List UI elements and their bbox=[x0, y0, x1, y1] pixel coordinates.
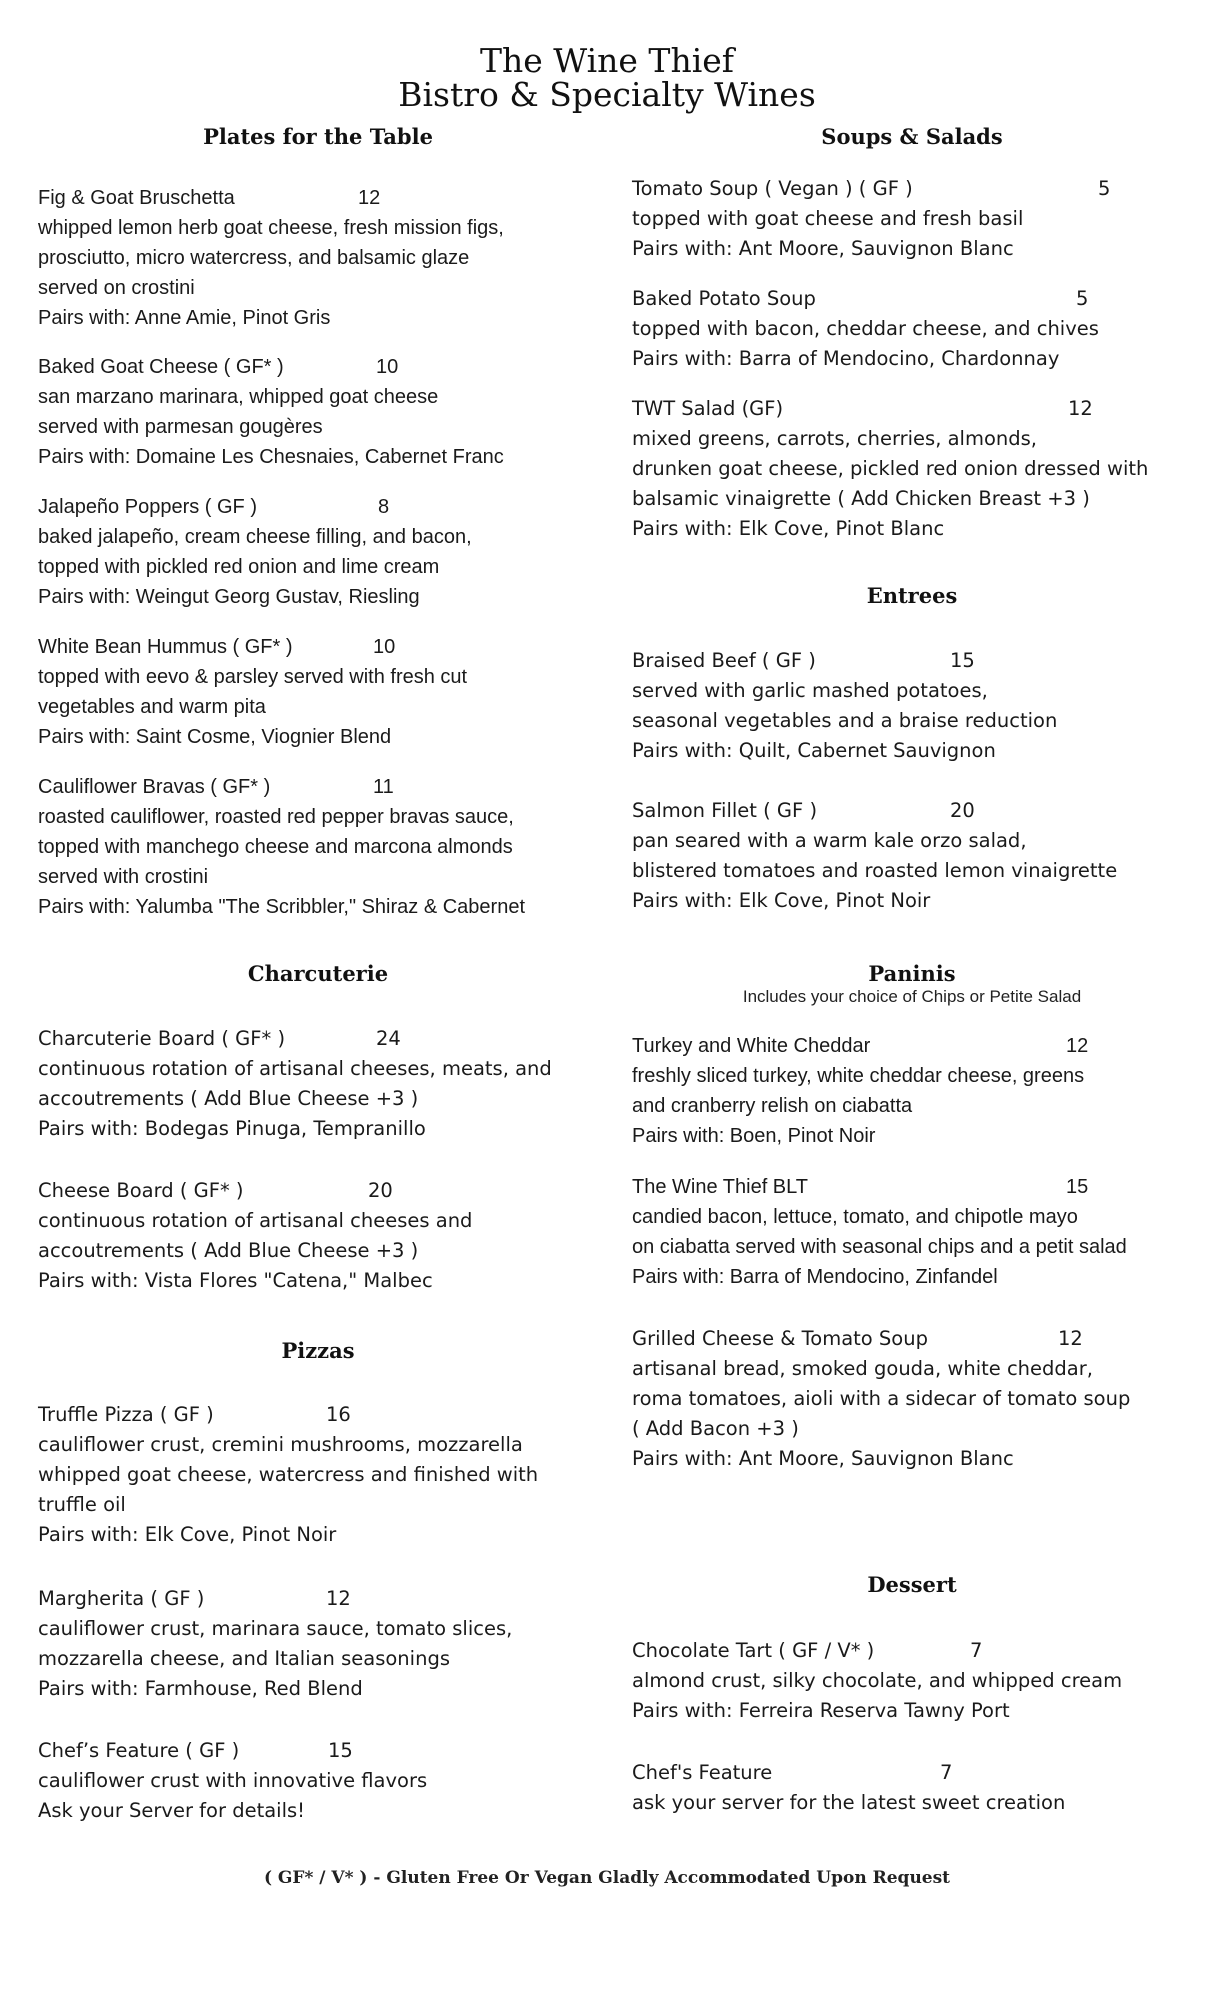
menu-item-description: cauliflower crust with innovative flavors bbox=[38, 1769, 428, 1792]
menu-item bbox=[38, 1024, 618, 1144]
menu-item bbox=[632, 1031, 1212, 1151]
menu-item-header bbox=[632, 1636, 1212, 1666]
menu-item-header bbox=[632, 796, 1212, 826]
menu-item-header bbox=[632, 284, 1212, 314]
menu-item-price: 24 bbox=[376, 1027, 401, 1050]
section-title-dessert: Dessert bbox=[867, 1572, 957, 1597]
wine-pairing: Pairs with: Weingut Georg Gustav, Riesling bbox=[38, 586, 420, 608]
section-title-charcuterie: Charcuterie bbox=[247, 961, 389, 986]
menu-item-description: ( Add Bacon +3 ) bbox=[632, 1417, 799, 1440]
menu-item-description: and cranberry relish on ciabatta bbox=[632, 1095, 913, 1117]
menu-item-header bbox=[632, 174, 1212, 204]
menu-item-price: 15 bbox=[328, 1739, 353, 1762]
menu-item-price: 8 bbox=[378, 496, 390, 518]
menu-item-name: Turkey and White Cheddar bbox=[632, 1035, 871, 1057]
menu-item-name: Charcuterie Board ( GF* ) bbox=[38, 1027, 286, 1050]
menu-header bbox=[0, 41, 1214, 114]
menu-item-description: whipped goat cheese, watercress and finished with bbox=[38, 1463, 539, 1486]
menu-item-description: accoutrements ( Add Blue Cheese +3 ) bbox=[38, 1239, 419, 1262]
menu-item-header bbox=[38, 1736, 618, 1766]
menu-item-description: roma tomatoes, aioli with a sidecar of tomato soup bbox=[632, 1387, 1131, 1410]
menu-item-name: The Wine Thief BLT bbox=[632, 1176, 808, 1198]
section-title-soups: Soups & Salads bbox=[821, 124, 1003, 149]
wine-pairing: Pairs with: Boen, Pinot Noir bbox=[632, 1125, 876, 1147]
wine-pairing: Pairs with: Elk Cove, Pinot Noir bbox=[38, 1523, 337, 1546]
menu-item-header bbox=[632, 646, 1212, 676]
menu-item-description: baked jalapeño, cream cheese filling, and bacon, bbox=[38, 526, 472, 548]
menu-item-description: candied bacon, lettuce, tomato, and chipotle mayo bbox=[632, 1206, 1078, 1228]
menu-item-price: 10 bbox=[376, 356, 399, 378]
menu-item-price: 12 bbox=[326, 1587, 351, 1610]
menu-item-header bbox=[38, 1176, 618, 1206]
menu-item-name: TWT Salad (GF) bbox=[632, 397, 784, 420]
menu-item-header bbox=[632, 1031, 1212, 1061]
menu-item bbox=[38, 632, 618, 752]
menu-item-header bbox=[38, 772, 618, 802]
menu-item-header bbox=[38, 1400, 618, 1430]
menu-item bbox=[38, 492, 618, 612]
wine-pairing: Pairs with: Yalumba "The Scribbler," Shiraz & Cabernet bbox=[38, 896, 526, 918]
menu-item-name: Tomato Soup ( Vegan ) ( GF ) bbox=[632, 177, 913, 200]
menu-item bbox=[632, 1172, 1212, 1292]
menu-item bbox=[38, 183, 618, 333]
menu-item-description: freshly sliced turkey, white cheddar cheese, greens bbox=[632, 1065, 1085, 1087]
menu-item-price: 15 bbox=[950, 649, 975, 672]
menu-item-description: accoutrements ( Add Blue Cheese +3 ) bbox=[38, 1087, 419, 1110]
wine-pairing: Pairs with: Ant Moore, Sauvignon Blanc bbox=[632, 237, 1014, 260]
menu-item-header bbox=[38, 632, 618, 662]
menu-item bbox=[38, 1584, 618, 1704]
menu-item-price: 20 bbox=[368, 1179, 393, 1202]
menu-item-price: 20 bbox=[950, 799, 975, 822]
menu-item-name: Chocolate Tart ( GF / V* ) bbox=[632, 1639, 875, 1662]
menu-item-header bbox=[38, 492, 618, 522]
wine-pairing: Pairs with: Ferreira Reserva Tawny Port bbox=[632, 1699, 1010, 1722]
menu-item bbox=[632, 1636, 1212, 1726]
menu-item-price: 12 bbox=[1066, 1035, 1089, 1057]
section-title-paninis: Paninis bbox=[868, 961, 956, 986]
menu-item bbox=[38, 1176, 618, 1296]
menu-item-header bbox=[38, 183, 618, 213]
menu-item-price: 12 bbox=[1068, 397, 1093, 420]
menu-item-name: Cauliflower Bravas ( GF* ) bbox=[38, 776, 271, 798]
menu-item-description: topped with bacon, cheddar cheese, and chives bbox=[632, 317, 1099, 340]
section-subtitle-paninis: Includes your choice of Chips or Petite Salad bbox=[742, 987, 1082, 1006]
menu-item-name: Cheese Board ( GF* ) bbox=[38, 1179, 244, 1202]
wine-pairing: Pairs with: Domaine Les Chesnaies, Cabernet Franc bbox=[38, 446, 504, 468]
menu-item-header bbox=[632, 394, 1212, 424]
menu-item-header bbox=[38, 1024, 618, 1054]
menu-item bbox=[38, 1736, 618, 1826]
menu-item-price: 16 bbox=[326, 1403, 351, 1426]
menu-item bbox=[632, 284, 1212, 374]
wine-pairing: Pairs with: Elk Cove, Pinot Blanc bbox=[632, 517, 945, 540]
menu-item-name: Chef's Feature bbox=[632, 1761, 773, 1784]
menu-item-description: vegetables and warm pita bbox=[38, 696, 266, 718]
menu-item-price: 5 bbox=[1076, 287, 1089, 310]
menu-item-description: Ask your Server for details! bbox=[38, 1799, 305, 1822]
menu-item-name: White Bean Hummus ( GF* ) bbox=[38, 636, 293, 658]
wine-pairing: Pairs with: Saint Cosme, Viognier Blend bbox=[38, 726, 392, 748]
restaurant-subtitle: Bistro & Specialty Wines bbox=[398, 75, 816, 114]
wine-pairing: Pairs with: Quilt, Cabernet Sauvignon bbox=[632, 739, 996, 762]
menu-item-description: topped with pickled red onion and lime cream bbox=[38, 556, 440, 578]
menu-item-price: 11 bbox=[373, 776, 394, 798]
menu-item-price: 10 bbox=[373, 636, 396, 658]
menu-item-name: Salmon Fillet ( GF ) bbox=[632, 799, 818, 822]
menu-item-name: Chef’s Feature ( GF ) bbox=[38, 1739, 240, 1762]
menu-item-description: topped with manchego cheese and marcona almonds bbox=[38, 836, 513, 858]
menu-item-description: continuous rotation of artisanal cheeses and bbox=[38, 1209, 473, 1232]
wine-pairing: Pairs with: Vista Flores "Catena," Malbec bbox=[38, 1269, 433, 1292]
menu-item bbox=[632, 1324, 1212, 1474]
section-title-entrees: Entrees bbox=[866, 583, 958, 608]
menu-item-header bbox=[632, 1324, 1212, 1354]
menu-item-description: continuous rotation of artisanal cheeses, meats, and bbox=[38, 1057, 552, 1080]
menu-item-description: topped with eevo & parsley served with fresh cut bbox=[38, 666, 468, 688]
menu-item-name: Truffle Pizza ( GF ) bbox=[38, 1403, 214, 1426]
menu-item-price: 7 bbox=[940, 1761, 953, 1784]
menu-item-header bbox=[38, 352, 618, 382]
menu-item-description: prosciutto, micro watercress, and balsamic glaze bbox=[38, 247, 470, 269]
footer-note: ( GF* / V* ) - Gluten Free Or Vegan Gladly Accommodated Upon Request bbox=[263, 1868, 951, 1888]
menu-item-description: almond crust, silky chocolate, and whipped cream bbox=[632, 1669, 1123, 1692]
menu-item bbox=[632, 394, 1212, 544]
menu-item-description: served with parmesan gougères bbox=[38, 416, 323, 438]
menu-item-header bbox=[632, 1758, 1212, 1788]
menu-item-description: served with garlic mashed potatoes, bbox=[632, 679, 988, 702]
menu-item-name: Baked Goat Cheese ( GF* ) bbox=[38, 356, 284, 378]
menu-item-description: truffle oil bbox=[38, 1493, 126, 1516]
menu-item-description: balsamic vinaigrette ( Add Chicken Breast +3 ) bbox=[632, 487, 1090, 510]
menu-item-description: artisanal bread, smoked gouda, white cheddar, bbox=[632, 1357, 1093, 1380]
menu-item-description: blistered tomatoes and roasted lemon vinaigrette bbox=[632, 859, 1118, 882]
menu-item-description: whipped lemon herb goat cheese, fresh mission figs, bbox=[38, 217, 504, 239]
menu-item-description: topped with goat cheese and fresh basil bbox=[632, 207, 1024, 230]
menu-item-description: served with crostini bbox=[38, 866, 209, 888]
menu-item-header bbox=[38, 1584, 618, 1614]
wine-pairing: Pairs with: Barra of Mendocino, Zinfandel bbox=[632, 1266, 998, 1288]
menu-item-name: Braised Beef ( GF ) bbox=[632, 649, 816, 672]
wine-pairing: Pairs with: Anne Amie, Pinot Gris bbox=[38, 307, 331, 329]
menu-item-description: served on crostini bbox=[38, 277, 195, 299]
menu-item bbox=[38, 352, 618, 472]
section-title-pizzas: Pizzas bbox=[281, 1338, 355, 1363]
menu-item-description: cauliflower crust, cremini mushrooms, mozzarella bbox=[38, 1433, 523, 1456]
wine-pairing: Pairs with: Ant Moore, Sauvignon Blanc bbox=[632, 1447, 1014, 1470]
menu-item-price: 12 bbox=[358, 187, 381, 209]
menu-item-name: Baked Potato Soup bbox=[632, 287, 816, 310]
wine-pairing: Pairs with: Elk Cove, Pinot Noir bbox=[632, 889, 931, 912]
menu-item-description: mozzarella cheese, and Italian seasonings bbox=[38, 1647, 450, 1670]
menu-item-price: 15 bbox=[1066, 1176, 1089, 1198]
menu-item-name: Jalapeño Poppers ( GF ) bbox=[38, 496, 257, 518]
wine-pairing: Pairs with: Bodegas Pinuga, Tempranillo bbox=[38, 1117, 426, 1140]
menu-item-description: drunken goat cheese, pickled red onion dressed with bbox=[632, 457, 1149, 480]
menu-item-description: cauliflower crust, marinara sauce, tomato slices, bbox=[38, 1617, 513, 1640]
menu-item bbox=[38, 772, 618, 922]
menu-item-name: Fig & Goat Bruschetta bbox=[38, 187, 235, 209]
menu-item bbox=[632, 174, 1212, 264]
section-title-plates: Plates for the Table bbox=[203, 124, 433, 149]
menu-item-name: Margherita ( GF ) bbox=[38, 1587, 205, 1610]
menu-item-description: mixed greens, carrots, cherries, almonds, bbox=[632, 427, 1037, 450]
menu-item bbox=[632, 796, 1212, 916]
wine-pairing: Pairs with: Farmhouse, Red Blend bbox=[38, 1677, 363, 1700]
menu-item-description: on ciabatta served with seasonal chips and a petit salad bbox=[632, 1236, 1127, 1258]
menu-item-description: roasted cauliflower, roasted red pepper bravas sauce, bbox=[38, 806, 514, 828]
menu-item-description: pan seared with a warm kale orzo salad, bbox=[632, 829, 1027, 852]
menu-item-price: 12 bbox=[1058, 1327, 1083, 1350]
restaurant-name: The Wine Thief bbox=[479, 41, 734, 80]
menu-item bbox=[632, 1758, 1212, 1818]
menu-item-header bbox=[632, 1172, 1212, 1202]
menu-item bbox=[632, 646, 1212, 766]
menu-item bbox=[38, 1400, 618, 1550]
menu-item-price: 7 bbox=[970, 1639, 983, 1662]
menu-item-price: 5 bbox=[1098, 177, 1111, 200]
wine-pairing: Pairs with: Barra of Mendocino, Chardonnay bbox=[632, 347, 1060, 370]
menu-item-description: ask your server for the latest sweet creation bbox=[632, 1791, 1066, 1814]
menu-item-description: seasonal vegetables and a braise reduction bbox=[632, 709, 1058, 732]
menu-item-description: san marzano marinara, whipped goat cheese bbox=[38, 386, 439, 408]
menu-item-name: Grilled Cheese & Tomato Soup bbox=[632, 1327, 928, 1350]
